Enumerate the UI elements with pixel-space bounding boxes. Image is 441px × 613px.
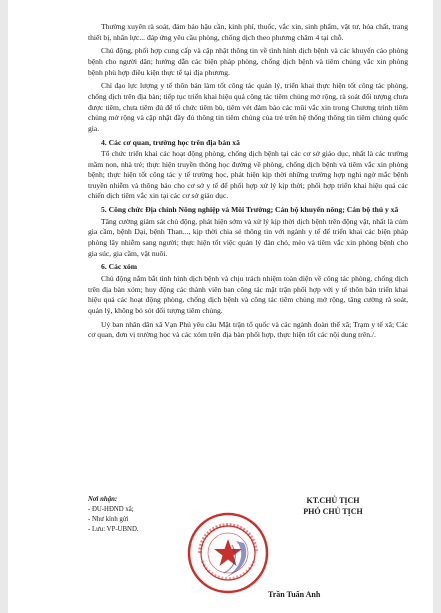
section-heading: 6. Các xóm — [101, 262, 138, 272]
document-footer — [88, 495, 418, 605]
document-page — [8, 0, 433, 613]
body-paragraph: Thường xuyên rà soát, đảm bảo hậu cần, kinh phí, thuốc, vắc xin, sinh phẩm, vật tư, hóa chất, trang thiết bị, nhân lực... đáp ứng yêu cầu phòng, chống dịch theo phương châm 4 tại chỗ. — [88, 22, 408, 42]
body-paragraph: Chủ động, phối hợp cung cấp và cập nhật thông tin về tình hình dịch bệnh và các khuyến cáo phòng bệnh cho người dân; hướng dẫn các biện pháp phòng, chống dịch bệnh và tiêm chủng vắc xin phòng bệnh phù hợp điều kiện thực tế tại địa phương. — [88, 46, 408, 77]
signer-name: Trần Tuấn Anh — [268, 590, 321, 599]
document-body — [88, 22, 408, 344]
body-paragraph: Tổ chức triển khai các hoạt động phòng, chống dịch bệnh tại các cơ sở giáo dục, nhất là các trường mầm non, nhà trẻ; thực hiện truyền thông học đường về phòng, chống dịch bệnh và tiêm vắc xin phòng bệnh; thực hiện tốt công tác y tế trường học, phát hiện kịp thời những trường hợp nghi ngờ mắc bệnh truyền nhiễm và thông báo cho cơ sở y tế để phối hợp xử lý kịp thời; phối hợp triển khai hiệu quả các chiến dịch tiêm vắc xin tại các cơ sở giáo dục. — [88, 149, 408, 201]
section-heading: 4. Các cơ quan, trường học trên địa bàn xã — [101, 137, 240, 147]
signature-subtitle: PHÓ CHỦ TỊCH — [303, 507, 363, 516]
body-paragraph: Tăng cường giám sát chủ động, phát hiện sớm và xử lý kịp thời dịch bệnh trên động vật, nhất là cúm gia cầm, bệnh Dại, bệnh Than..., kịp thời chia sẻ thông tin với ngành y tế để triển khai các biện pháp phòng lây nhiễm sang người; thực hiện tốt việc quản lý đàn chó, mèo và tiêm vắc xin phòng bệnh cho gia súc, gia cầm, vật nuôi. — [88, 216, 408, 258]
recipient-item: - ĐU-HĐND xã; — [88, 506, 134, 513]
recipient-item: - Như kính gửi — [88, 516, 129, 523]
body-paragraph: Uỷ ban nhân dân xã Vạn Phú yêu cầu Mặt trận tổ quốc và các ngành đoàn thể xã; Trạm y tế xã; Các cơ quan, đơn vị trường học và các xóm trên địa bàn phối hợp, thực hiện tốt các nội dung trên./. — [88, 319, 408, 340]
body-paragraph: Chỉ đạo lực lượng y tế thôn bản làm tốt công tác quản lý, triển khai thực hiện tốt công tác phòng, chống dịch trên địa bàn; tiếp tục triển khai hiệu quả công tác tiêm chủng mở rộng, rà soát đối tượng chưa được tiêm, chưa tiêm đủ để tổ chức tiêm bù, tiêm vét đảm bảo các mũi vắc xin trong Chương trình tiêm chủng mở rộng và cập nhật đầy đủ thông tin tiêm chủng của trẻ trên hệ thống thông tin tiêm chủng quốc gia. — [88, 81, 408, 133]
recipients-block — [88, 495, 139, 535]
signature-block — [248, 495, 418, 517]
body-paragraph: Chủ động nắm bắt tình hình dịch bệnh và chịu trách nhiệm toàn diện về công tác phòng, chống dịch trên địa bàn xóm; huy động các thành viên ban công tác mặt trận phối hợp với y tế thôn bản triển khai hiệu quả các hoạt động phòng, chống dịch bệnh và công tác tiêm chủng mở rộng, tăng cường rà soát, quản lý, không bỏ sót đối tượng tiêm chủng. — [88, 274, 408, 315]
recipient-item: - Lưu: VP-UBND. — [88, 526, 139, 533]
signature-title: KT.CHỦ TỊCH — [306, 496, 360, 505]
recipients-title: Nơi nhận: — [88, 496, 118, 503]
section-heading: 5. Công chức Địa chính Nông nghiệp và Môi Trường; Cán bộ khuyến nông; Cán bộ thú y xã — [101, 205, 399, 215]
official-seal-stamp — [186, 511, 270, 595]
